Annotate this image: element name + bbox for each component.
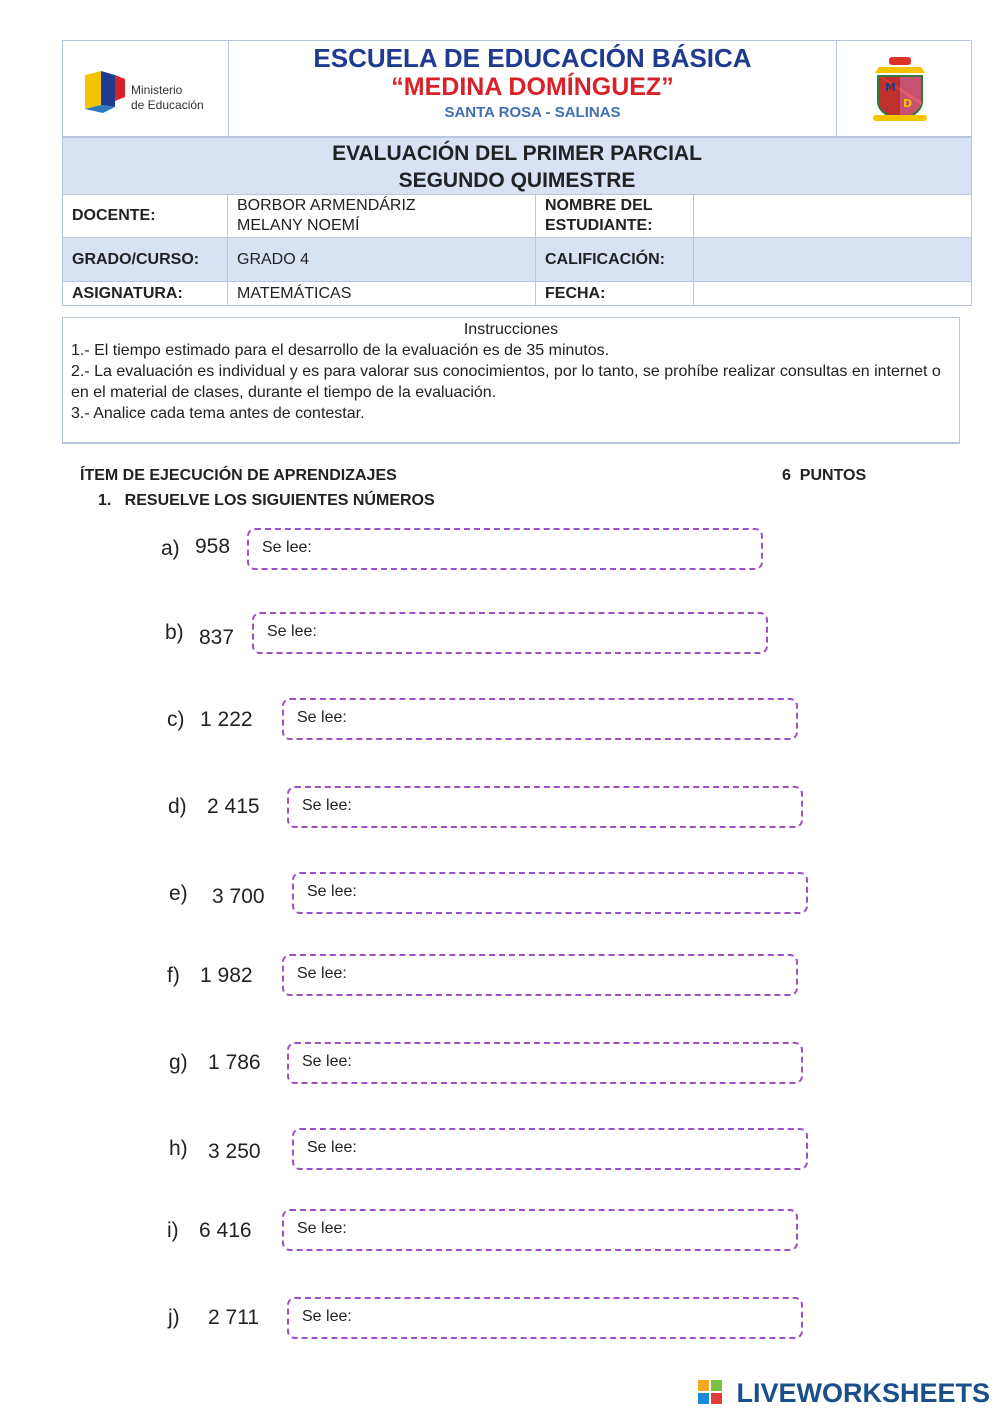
question-number: 3 250 — [208, 1140, 261, 1163]
answer-box[interactable] — [287, 1042, 803, 1084]
question-letter: c) — [167, 708, 185, 731]
answer-prompt: Se lee: — [262, 539, 312, 556]
school-header — [62, 40, 972, 137]
answer-prompt: Se lee: — [297, 965, 347, 982]
answer-box[interactable] — [282, 698, 798, 740]
answer-box[interactable] — [282, 954, 798, 996]
subject-label: ASIGNATURA: — [63, 282, 228, 305]
answer-prompt: Se lee: — [307, 1139, 357, 1156]
question-letter: j) — [168, 1306, 180, 1329]
instruction-1: 1.- El tiempo estimado para el desarrollo de la evaluación es de 35 minutos. — [71, 342, 610, 359]
question-letter: d) — [168, 795, 187, 818]
answer-prompt: Se lee: — [297, 1220, 347, 1237]
student-label-1: NOMBRE DEL — [545, 197, 653, 214]
grade-row — [63, 237, 971, 281]
answer-box[interactable] — [287, 786, 803, 828]
instructions-title: Instrucciones — [463, 321, 559, 338]
student-label — [536, 195, 694, 237]
answer-prompt: Se lee: — [307, 883, 357, 900]
question-number: 6 416 — [199, 1219, 252, 1242]
exam-title-line-2: SEGUNDO QUIMESTRE — [398, 169, 636, 192]
instructions-box — [62, 317, 960, 444]
question-number: 3 700 — [212, 885, 265, 908]
answer-box[interactable] — [247, 528, 763, 570]
teacher-name-1: BORBOR ARMENDÁRIZ — [237, 197, 416, 214]
teacher-value — [228, 195, 536, 237]
grade-label: GRADO/CURSO: — [63, 238, 228, 281]
liveworksheets-brand[interactable]: LIVEWORKSHEETS — [736, 1378, 990, 1408]
instruction-3: 3.- Analice cada tema antes de contestar. — [71, 405, 365, 422]
school-location: SANTA ROSA - SALINAS — [444, 104, 621, 121]
svg-text:M: M — [885, 81, 896, 94]
section-points: 6 PUNTOS — [782, 467, 867, 484]
question-number: 1 222 — [200, 708, 253, 731]
school-name: “MEDINA DOMÍNGUEZ” — [391, 73, 674, 101]
answer-box[interactable] — [287, 1297, 803, 1339]
ministry-logo-cell — [63, 41, 229, 136]
question-number: 837 — [199, 626, 235, 649]
question-number: 1 786 — [208, 1051, 261, 1074]
exam-title — [63, 137, 971, 194]
grade-value: GRADO 4 — [228, 238, 536, 281]
student-label-2: ESTUDIANTE: — [545, 217, 653, 234]
answer-prompt: Se lee: — [302, 1308, 352, 1325]
student-name-field[interactable] — [694, 195, 971, 237]
answer-prompt: Se lee: — [267, 623, 317, 640]
school-crest-icon — [869, 55, 931, 125]
ministry-logo-icon — [83, 67, 129, 113]
answer-box[interactable] — [252, 612, 768, 654]
ministry-text-2: de Educación — [131, 98, 204, 112]
answer-box[interactable] — [292, 872, 808, 914]
school-name-cell — [229, 41, 836, 136]
school-crest-cell — [836, 41, 971, 136]
question-number: 1 982 — [200, 964, 253, 987]
answer-prompt: Se lee: — [297, 709, 347, 726]
school-type: ESCUELA DE EDUCACIÓN BÁSICA — [313, 43, 752, 73]
question-letter: b) — [165, 621, 184, 644]
ministry-text-1: Ministerio — [131, 83, 183, 97]
subject-row — [63, 281, 971, 305]
question-title: 1. RESUELVE LOS SIGUIENTES NÚMEROS — [98, 492, 435, 509]
teacher-name-2: MELANY NOEMÍ — [237, 217, 360, 234]
answer-box[interactable] — [282, 1209, 798, 1251]
teacher-row — [63, 194, 971, 237]
answer-prompt: Se lee: — [302, 797, 352, 814]
svg-text:D: D — [903, 97, 913, 110]
question-letter: a) — [161, 537, 180, 560]
question-letter: f) — [167, 964, 180, 987]
teacher-label: DOCENTE: — [63, 195, 228, 237]
score-field[interactable] — [694, 238, 971, 281]
exam-info-table — [62, 137, 972, 306]
exam-title-line-1: EVALUACIÓN DEL PRIMER PARCIAL — [332, 142, 702, 165]
question-letter: i) — [167, 1219, 179, 1242]
section-heading: ÍTEM DE EJECUCIÓN DE APRENDIZAJES — [80, 467, 397, 484]
ministry-logo-text — [131, 83, 204, 113]
answer-prompt: Se lee: — [302, 1053, 352, 1070]
answer-box[interactable] — [292, 1128, 808, 1170]
date-field[interactable] — [694, 282, 971, 305]
date-label: FECHA: — [536, 282, 694, 305]
question-letter: h) — [169, 1137, 188, 1160]
question-letter: g) — [169, 1051, 188, 1074]
instruction-2: 2.- La evaluación es individual y es para valorar sus conocimientos, por lo tanto, se prohíbe realizar consultas en internet o en el material de clases, durante el tiempo de la evaluación. — [71, 363, 941, 401]
question-number: 2 711 — [208, 1306, 259, 1329]
liveworksheets-logo-icon — [698, 1380, 722, 1404]
question-number: 958 — [195, 535, 231, 558]
question-letter: e) — [169, 882, 188, 905]
score-label: CALIFICACIÓN: — [536, 238, 694, 281]
subject-value: MATEMÁTICAS — [228, 282, 536, 305]
question-number: 2 415 — [207, 795, 260, 818]
